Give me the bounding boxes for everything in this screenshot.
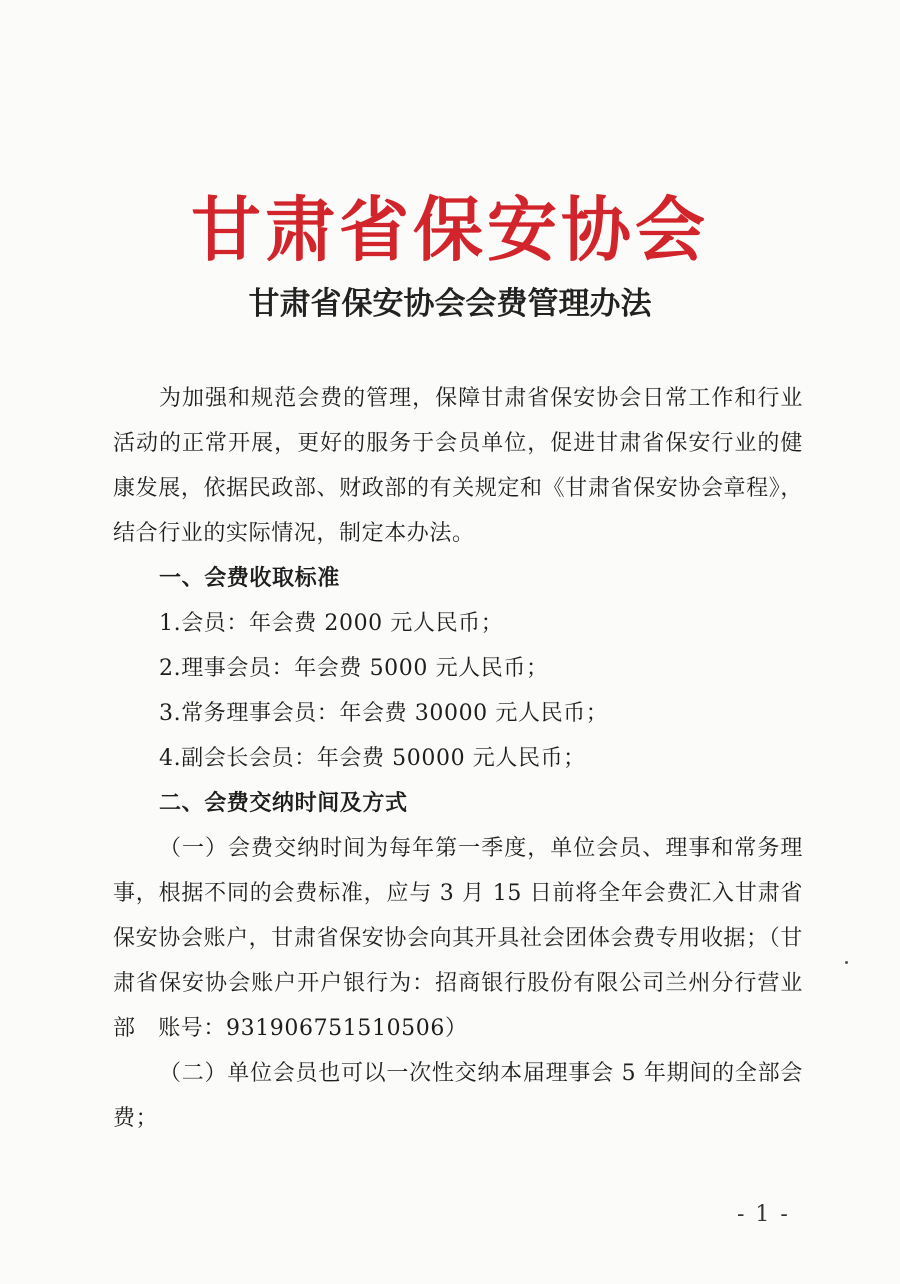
fee-item-director: 2.理事会员：年会费 5000 元人民币； <box>159 656 549 681</box>
payment-paragraph-2: （二）单位会员也可以一次性交纳本届理事会 5 年期间的全部会费； <box>113 1061 803 1131</box>
page-number: - 1 - <box>737 1202 790 1227</box>
fee-item-vice-president: 4.副会长会员：年会费 50000 元人民币； <box>159 746 586 771</box>
fee-item-executive-director: 3.常务理事会员：年会费 30000 元人民币； <box>159 701 609 726</box>
payment-paragraph-1: （一）会费交纳时间为每年第一季度，单位会员、理事和常务理事，根据不同的会费标准，应与 3 月 15 日前将全年会费汇入甘肃省保安协会账户，甘肃省保安协会向其开具社会团体会费专用收据；（甘肃省保安协会账户开户银行为：招商银行股份有限公司兰州分行营业部 账号：931906751510506） <box>113 836 803 1041</box>
fee-item-member: 1.会员：年会费 2000 元人民币； <box>159 611 504 636</box>
section-heading-payment: 二、会费交纳时间及方式 <box>159 791 408 816</box>
letterhead: 甘肃省保安协会 <box>191 189 709 271</box>
document-body <box>113 376 803 1141</box>
document-title: 甘肃省保安协会会费管理办法 <box>248 286 652 322</box>
scan-speck <box>845 961 848 964</box>
intro-paragraph: 为加强和规范会费的管理，保障甘肃省保安协会日常工作和行业活动的正常开展，更好的服务于会员单位，促进甘肃省保安行业的健康发展，依据民政部、财政部的有关规定和《甘肃省保安协会章程》，结合行业的实际情况，制定本办法。 <box>113 386 803 546</box>
section-heading-fee-standard: 一、会费收取标准 <box>159 566 340 591</box>
